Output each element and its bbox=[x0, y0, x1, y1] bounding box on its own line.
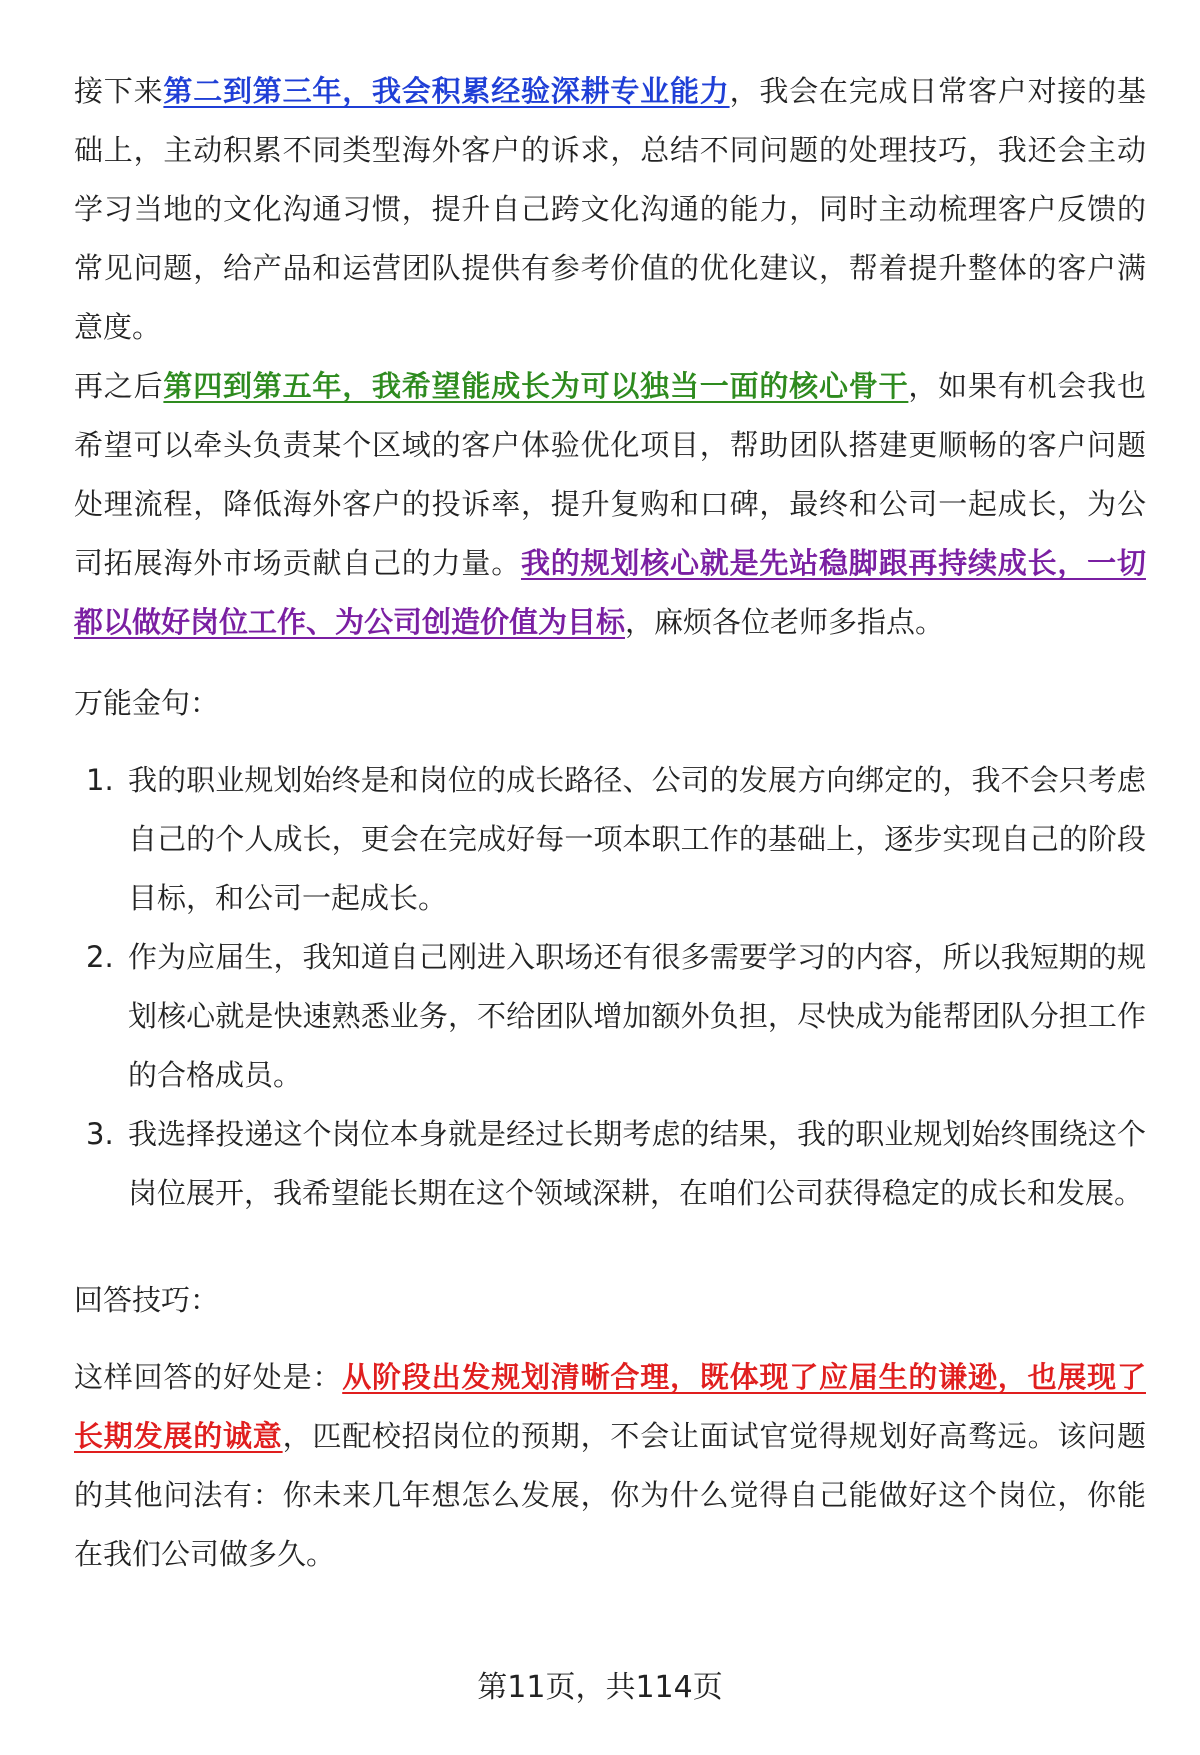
list-number: 1. bbox=[86, 763, 114, 797]
paragraph-lead: 接下来 bbox=[74, 74, 164, 108]
document-page bbox=[74, 62, 1146, 1584]
paragraph-body: ，匹配校招岗位的预期，不会让面试官觉得规划好高骛远。该问题的其他问法有：你未来几年想怎么发展，你为什么觉得自己能做好这个岗位，你能在我们公司做多久。 bbox=[74, 1419, 1146, 1571]
list-number: 3. bbox=[86, 1117, 114, 1151]
list-number: 2. bbox=[86, 940, 114, 974]
paragraph-body: ，我会在完成日常客户对接的基础上，主动积累不同类型海外客户的诉求，总结不同问题的处理技巧，我还会主动学习当地的文化沟通习惯，提升自己跨文化沟通的能力，同时主动梳理客户反馈的常见问题，给产品和运营团队提供有参考价值的优化建议，帮着提升整体的客户满意度。 bbox=[74, 74, 1146, 344]
answer-tips-label: 回答技巧： bbox=[74, 1283, 220, 1317]
golden-sentences-label: 万能金句： bbox=[74, 686, 220, 720]
highlight-green: 第四到第五年，我希望能成长为可以独当一面的核心骨干 bbox=[163, 369, 909, 403]
paragraph-stage-two bbox=[74, 62, 1146, 357]
page-footer: 第11页，共114页 bbox=[477, 1670, 723, 1705]
list-item bbox=[74, 751, 1146, 928]
paragraph-stage-three bbox=[74, 357, 1146, 652]
paragraph-tail: ，麻烦各位老师多指点。 bbox=[625, 605, 945, 639]
paragraph-body: ，如果有机会我也希望可以牵头负责某个区域的客户体验优化项目，帮助团队搭建更顺畅的客户问题处理流程，降低海外客户的投诉率，提升复购和口碑，最终和公司一起成长，为公司拓展海外市场贡献自己的力量。 bbox=[74, 369, 1146, 580]
paragraph-tips bbox=[74, 1348, 1146, 1584]
highlight-blue: 第二到第三年，我会积累经验深耕专业能力 bbox=[163, 74, 730, 108]
list-text: 我选择投递这个岗位本身就是经过长期考虑的结果，我的职业规划始终围绕这个岗位展开，我希望能长期在这个领域深耕，在咱们公司获得稳定的成长和发展。 bbox=[128, 1117, 1146, 1210]
list-text: 我的职业规划始终是和岗位的成长路径、公司的发展方向绑定的，我不会只考虑自己的个人成长，更会在完成好每一项本职工作的基础上，逐步实现自己的阶段目标，和公司一起成长。 bbox=[128, 763, 1146, 915]
paragraph-lead: 这样回答的好处是： bbox=[74, 1360, 343, 1394]
highlight-red: 从阶段出发规划清晰合理，既体现了应届生的谦逊，也展现了长期发展的诚意 bbox=[74, 1360, 1146, 1453]
highlight-purple: 我的规划核心就是先站稳脚跟再持续成长，一切都以做好岗位工作、为公司创造价值为目标 bbox=[74, 546, 1146, 639]
list-item bbox=[74, 1105, 1146, 1223]
list-text: 作为应届生，我知道自己刚进入职场还有很多需要学习的内容，所以我短期的规划核心就是快速熟悉业务，不给团队增加额外负担，尽快成为能帮团队分担工作的合格成员。 bbox=[128, 940, 1146, 1092]
golden-sentences-list bbox=[74, 751, 1146, 1223]
list-item bbox=[74, 928, 1146, 1105]
paragraph-lead: 再之后 bbox=[74, 369, 164, 403]
